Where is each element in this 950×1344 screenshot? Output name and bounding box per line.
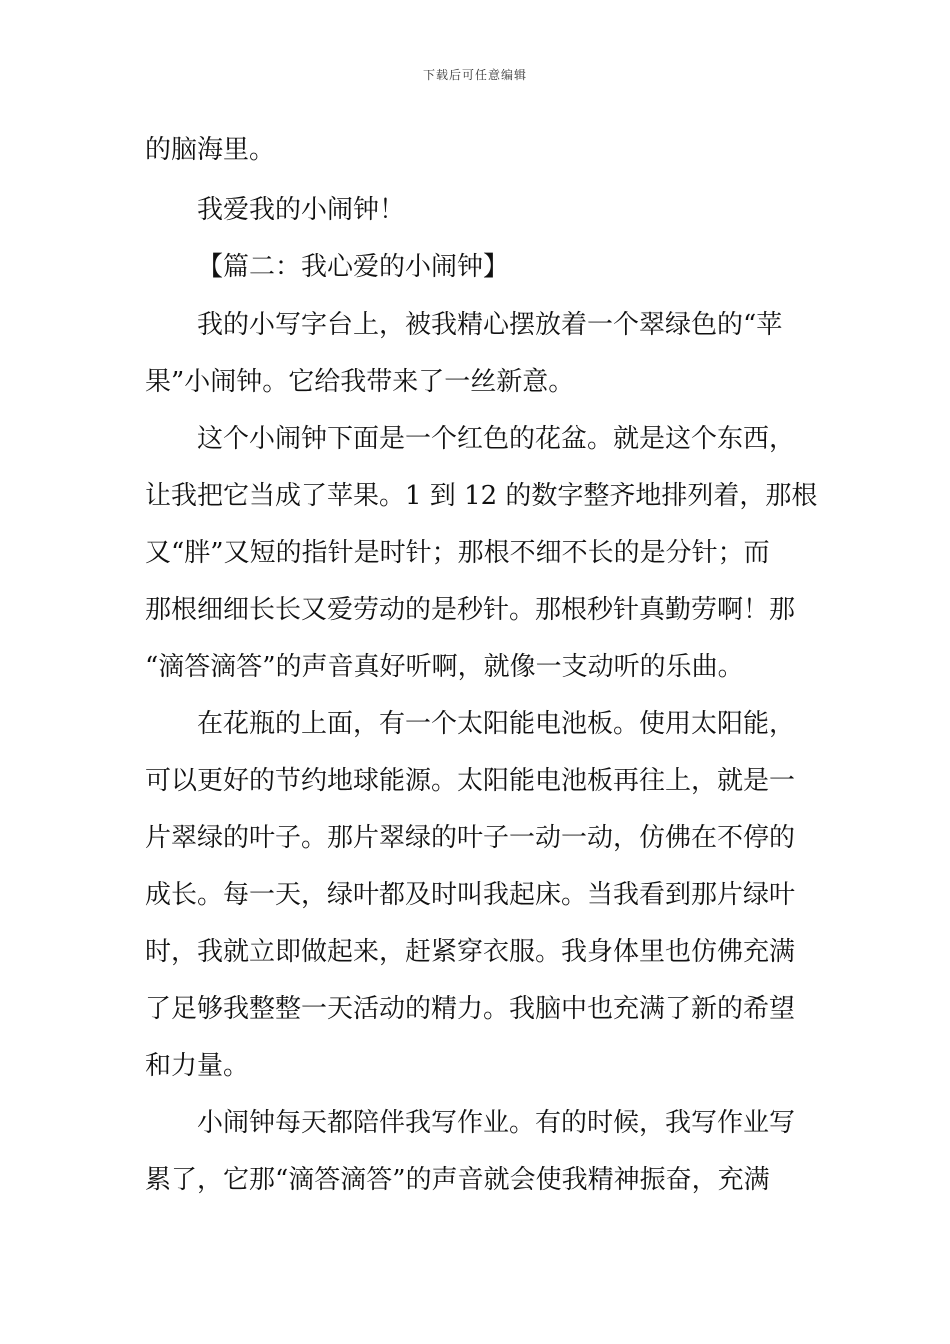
text-line: 那根细细长长又爱劳动的是秒针。那根秒针真勤劳啊！那	[145, 595, 796, 625]
text-line: “滴答滴答”的声音真好听啊，就像一支动听的乐曲。	[145, 652, 744, 682]
text-line: 在花瓶的上面，有一个太阳能电池板。使用太阳能，	[197, 709, 796, 739]
text-line: 我爱我的小闹钟！	[197, 195, 406, 225]
text-line: 片翠绿的叶子。那片翠绿的叶子一动一动，仿佛在不停的	[145, 823, 796, 853]
text-line: 时，我就立即做起来，赶紧穿衣服。我身体里也仿佛充满	[145, 937, 796, 967]
text-line: 可以更好的节约地球能源。太阳能电池板再往上，就是一	[145, 766, 796, 796]
text-line: 了足够我整整一天活动的精力。我脑中也充满了新的希望	[145, 994, 796, 1024]
text-line: 小闹钟每天都陪伴我写作业。有的时候，我写作业写	[197, 1108, 796, 1138]
text-line: 和力量。	[145, 1051, 250, 1081]
text-line: 又“胖”又短的指针是时针；那根不细不长的是分针；而	[145, 538, 770, 568]
text-line: 这个小闹钟下面是一个红色的花盆。就是这个东西，	[197, 424, 796, 454]
text-line: 成长。每一天，绿叶都及时叫我起床。当我看到那片绿叶	[145, 880, 796, 910]
text-line: 让我把它当成了苹果。1 到 12 的数字整齐地排列着，那根	[145, 481, 818, 511]
page-header: 下载后可任意编辑	[422, 68, 527, 82]
section-title: 【篇二：我心爱的小闹钟】	[197, 252, 510, 282]
text-line: 果”小闹钟。它给我带来了一丝新意。	[145, 367, 575, 397]
text-line: 的脑海里。	[145, 135, 276, 165]
text-line: 累了，它那“滴答滴答”的声音就会使我精神振奋，充满	[145, 1165, 770, 1195]
text-line: 我的小写字台上，被我精心摆放着一个翠绿色的“苹	[197, 310, 783, 340]
